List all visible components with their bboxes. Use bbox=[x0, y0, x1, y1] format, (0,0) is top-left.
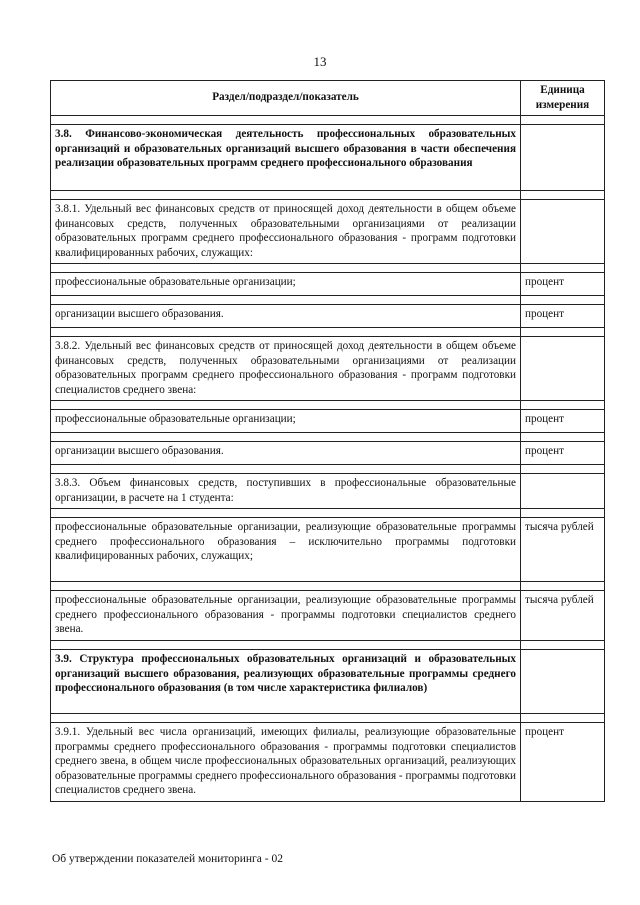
table-row bbox=[51, 723, 605, 802]
spacer-row bbox=[51, 116, 605, 125]
row-unit bbox=[521, 125, 605, 191]
header-unit: Единица измерения bbox=[521, 81, 605, 116]
spacer-row bbox=[51, 264, 605, 273]
row-text: профессиональные образовательные организации, реализующие образовательные программы среднего профессионального образования – исключительно программы подготовки квалифицированных рабочих, служащих; bbox=[51, 518, 521, 582]
row-unit bbox=[521, 200, 605, 264]
row-unit: процент bbox=[521, 442, 605, 465]
table-row bbox=[51, 337, 605, 401]
spacer-row bbox=[51, 465, 605, 474]
table-header-row bbox=[51, 81, 605, 116]
row-text: профессиональные образовательные организации; bbox=[51, 410, 521, 433]
table-row bbox=[51, 305, 605, 328]
spacer-row bbox=[51, 328, 605, 337]
indicators-table bbox=[50, 80, 605, 802]
table-row bbox=[51, 474, 605, 509]
row-text: профессиональные образовательные организации, реализующие образовательные программы среднего профессионального образования - программы подготовки специалистов среднего звена. bbox=[51, 591, 521, 641]
table-row bbox=[51, 200, 605, 264]
row-unit: процент bbox=[521, 410, 605, 433]
row-text: 3.8. Финансово-экономическая деятельность профессиональных образовательных организаций и образовательных организаций высшего образования в части обеспечения реализации образовательных программ среднего профессионального образования bbox=[51, 125, 521, 191]
table-row bbox=[51, 591, 605, 641]
spacer-row bbox=[51, 641, 605, 650]
spacer-row bbox=[51, 582, 605, 591]
row-unit bbox=[521, 337, 605, 401]
spacer-row bbox=[51, 191, 605, 200]
row-unit: процент bbox=[521, 723, 605, 802]
spacer-row bbox=[51, 401, 605, 410]
table-row bbox=[51, 650, 605, 714]
row-unit: процент bbox=[521, 273, 605, 296]
spacer-row bbox=[51, 714, 605, 723]
row-unit bbox=[521, 474, 605, 509]
table-row bbox=[51, 518, 605, 582]
row-text: 3.8.2. Удельный вес финансовых средств от приносящей доход деятельности в общем объеме финансовых средств, полученных образовательными организациями от реализации образовательных программ среднего профессионального образования - программ подготовки специалистов среднего звена: bbox=[51, 337, 521, 401]
spacer-row bbox=[51, 433, 605, 442]
row-unit: тысяча рублей bbox=[521, 591, 605, 641]
table-row bbox=[51, 410, 605, 433]
row-unit: процент bbox=[521, 305, 605, 328]
row-unit bbox=[521, 650, 605, 714]
spacer-row bbox=[51, 509, 605, 518]
row-text: профессиональные образовательные организации; bbox=[51, 273, 521, 296]
row-text: 3.9.1. Удельный вес числа организаций, имеющих филиалы, реализующие образовательные программы среднего профессионального образования - программы подготовки специалистов среднего звена, в общем числе профессиональных образовательных организаций, реализующих образовательные программы среднего профессионального образования - программы подготовки специалистов среднего звена. bbox=[51, 723, 521, 802]
row-text: 3.9. Структура профессиональных образовательных организаций и образовательных организаций высшего образования, реализующих образовательные программы среднего профессионального образования (в том числе характеристика филиалов) bbox=[51, 650, 521, 714]
row-text: организации высшего образования. bbox=[51, 442, 521, 465]
document-footer: Об утверждении показателей мониторинга - 02 bbox=[52, 853, 283, 865]
table-row bbox=[51, 273, 605, 296]
header-section: Раздел/подраздел/показатель bbox=[51, 81, 521, 116]
row-unit: тысяча рублей bbox=[521, 518, 605, 582]
table-row bbox=[51, 442, 605, 465]
spacer-row bbox=[51, 296, 605, 305]
table-row bbox=[51, 125, 605, 191]
row-text: организации высшего образования. bbox=[51, 305, 521, 328]
row-text: 3.8.3. Объем финансовых средств, поступивших в профессиональные образовательные организации, в расчете на 1 студента: bbox=[51, 474, 521, 509]
row-text: 3.8.1. Удельный вес финансовых средств от приносящей доход деятельности в общем объеме финансовых средств, полученных образовательными организациями от реализации образовательных программ среднего профессионального образования - программ подготовки квалифицированных рабочих, служащих: bbox=[51, 200, 521, 264]
page-number: 13 bbox=[313, 54, 327, 69]
